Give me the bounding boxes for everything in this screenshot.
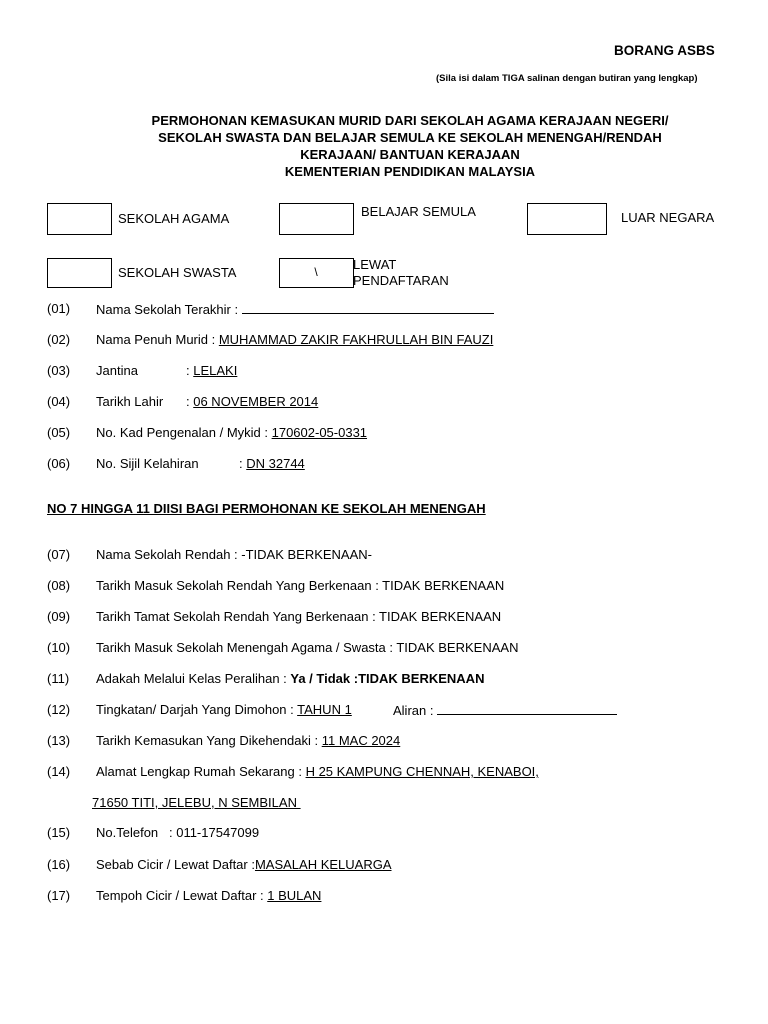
value-sebab-cicir: MASALAH KELUARGA — [254, 857, 392, 872]
field-separator: : — [186, 394, 194, 409]
aliran-wrap — [393, 702, 617, 718]
label-lewat-line-2: PENDAFTARAN — [353, 273, 449, 288]
title-line-1: PERMOHONAN KEMASUKAN MURID DARI SEKOLAH AGAMA KERAJAAN NEGERI/ — [151, 113, 669, 128]
field-number: (10) — [47, 640, 71, 655]
value-sijil-kelahiran: DN 32744 — [246, 456, 305, 471]
label-lewat-line-1: LEWAT — [353, 257, 397, 272]
field-text: No.Telefon : 011-17547099 — [96, 825, 260, 840]
field-04-value-wrap — [186, 394, 318, 409]
blank-line-nama-sekolah[interactable] — [242, 301, 494, 314]
field-14-body — [96, 764, 539, 779]
field-text: Tarikh Tamat Sekolah Rendah Yang Berkenaan : TIDAK BERKENAAN — [96, 609, 502, 624]
field-label: No. Sijil Kelahiran — [96, 456, 199, 471]
field-label: No. Kad Pengenalan / Mykid : — [96, 425, 272, 440]
value-nama-murid: MUHAMMAD ZAKIR FAKHRULLAH BIN FAUZI — [218, 332, 494, 347]
label-sekolah-agama: SEKOLAH AGAMA — [118, 211, 230, 226]
field-number: (05) — [47, 425, 71, 440]
form-title — [100, 112, 720, 180]
field-label: Tarikh Lahir — [96, 394, 164, 409]
field-number: (16) — [47, 857, 71, 872]
form-instruction: (Sila isi dalam TIGA salinan dengan butiran yang lengkap) — [436, 73, 698, 84]
field-17-body — [96, 888, 321, 903]
label-luar-negara: LUAR NEGARA — [621, 210, 715, 225]
label-lewat-pendaftaran — [353, 257, 449, 289]
section-heading-menengah: NO 7 HINGGA 11 DIISI BAGI PERMOHONAN KE SEKOLAH MENENGAH — [47, 501, 486, 516]
field-number: (06) — [47, 456, 71, 471]
field-11-body — [96, 671, 484, 686]
field-separator: : — [239, 456, 247, 471]
field-number: (14) — [47, 764, 71, 779]
field-text: Tarikh Masuk Sekolah Rendah Yang Berkenaan : TIDAK BERKENAAN — [96, 578, 505, 593]
field-number: (08) — [47, 578, 71, 593]
value-tingkatan: TAHUN 1 — [297, 702, 352, 717]
checkbox-luar-negara[interactable] — [527, 203, 607, 235]
field-label: Nama Sekolah Terakhir : — [96, 302, 242, 317]
field-number: (01) — [47, 301, 71, 316]
field-text: Tarikh Masuk Sekolah Menengah Agama / Swasta : TIDAK BERKENAAN — [96, 640, 519, 655]
field-text: Nama Sekolah Rendah : -TIDAK BERKENAAN- — [96, 547, 372, 562]
field-05-body — [96, 425, 367, 440]
field-label: Adakah Melalui Kelas Peralihan : — [96, 671, 291, 686]
value-kelas-peralihan: Ya / Tidak :TIDAK BERKENAAN — [290, 671, 485, 686]
aliran-label: Aliran : — [393, 703, 438, 718]
value-jantina: LELAKI — [193, 363, 238, 378]
field-number: (03) — [47, 363, 71, 378]
field-label: Nama Penuh Murid : — [96, 332, 219, 347]
label-belajar-semula: BELAJAR SEMULA — [361, 204, 476, 219]
label-sekolah-swasta: SEKOLAH SWASTA — [118, 265, 237, 280]
field-12-body — [96, 702, 352, 717]
field-label: Tingkatan/ Darjah Yang Dimohon : — [96, 702, 298, 717]
field-number: (17) — [47, 888, 71, 903]
field-number: (15) — [47, 825, 71, 840]
field-03-value-wrap — [186, 363, 237, 378]
field-label: Sebab Cicir / Lewat Daftar : — [96, 857, 255, 872]
field-02-body — [96, 332, 493, 347]
field-label: Jantina — [96, 363, 138, 378]
title-line-4: KEMENTERIAN PENDIDIKAN MALAYSIA — [284, 164, 536, 179]
checkbox-mark: \ — [314, 265, 318, 279]
field-number: (09) — [47, 609, 71, 624]
value-alamat-line-2: 71650 TITI, JELEBU, N SEMBILAN — [92, 795, 301, 810]
field-number: (11) — [47, 671, 70, 686]
field-number: (12) — [47, 702, 71, 717]
field-01-body — [96, 301, 494, 317]
field-label: Tarikh Kemasukan Yang Dikehendaki : — [96, 733, 322, 748]
value-tarikh-lahir: 06 NOVEMBER 2014 — [193, 394, 319, 409]
checkbox-sekolah-agama[interactable] — [47, 203, 112, 235]
field-separator: : — [186, 363, 194, 378]
field-number: (07) — [47, 547, 71, 562]
form-code: BORANG ASBS — [614, 43, 715, 58]
blank-line-aliran[interactable] — [437, 702, 617, 715]
field-number: (04) — [47, 394, 71, 409]
checkbox-lewat-pendaftaran[interactable] — [279, 258, 354, 288]
field-number: (13) — [47, 733, 71, 748]
field-06-value-wrap — [239, 456, 305, 471]
checkbox-sekolah-swasta[interactable] — [47, 258, 112, 288]
field-13-body — [96, 733, 400, 748]
field-number: (02) — [47, 332, 71, 347]
title-line-2: SEKOLAH SWASTA DAN BELAJAR SEMULA KE SEKOLAH MENENGAH/RENDAH — [158, 130, 662, 145]
value-alamat-line-1: H 25 KAMPUNG CHENNAH, KENABOI, — [305, 764, 539, 779]
value-tarikh-kemasukan: 11 MAC 2024 — [321, 733, 401, 748]
value-mykid: 170602-05-0331 — [271, 425, 368, 440]
value-tempoh-cicir: 1 BULAN — [267, 888, 322, 903]
field-label: Tempoh Cicir / Lewat Daftar : — [96, 888, 268, 903]
field-16-body — [96, 857, 392, 872]
field-label: Alamat Lengkap Rumah Sekarang : — [96, 764, 306, 779]
checkbox-belajar-semula[interactable] — [279, 203, 354, 235]
title-line-3: KERAJAAN/ BANTUAN KERAJAAN — [300, 147, 520, 162]
